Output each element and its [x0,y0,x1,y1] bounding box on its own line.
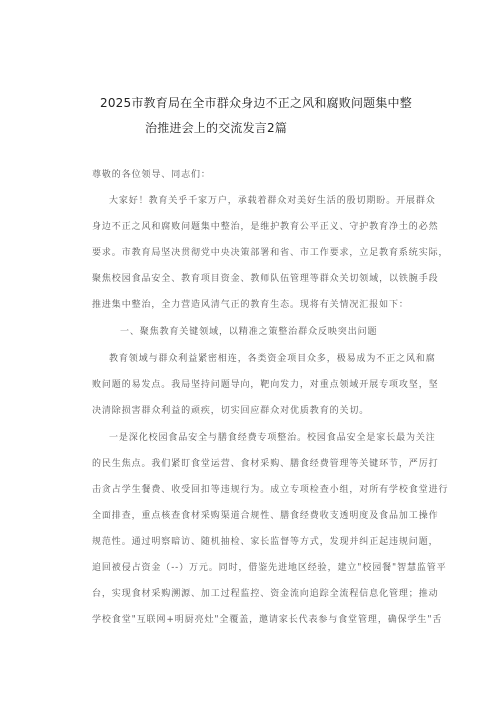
paragraph-line: 身边不正之风和腐败问题集中整治，是维护教育公平正义、守护教育净土的必然 [92,222,439,232]
paragraph-line: 大家好！教育关乎千家万户，承载着群众对美好生活的殷切期盼。开展群众 [109,196,436,206]
paragraph-line: 全面排查，重点核查食材采购渠道合规性、膳食经费收支透明度及食品加工操作 [92,511,439,521]
paragraph-line: 败问题的易发点。我局坚持问题导向，靶向发力，对重点领域开展专项攻坚，坚 [92,380,439,390]
section-heading: 一、聚焦教育关键领域，以精准之策整治群众反映突出问题 [120,327,378,337]
paragraph-line: 台，实现食材采购溯源、加工过程监控、资金流向追踪全流程信息化管理；推动 [92,589,439,599]
document-title-line2: 治推进会上的交流发言2篇 [145,121,288,135]
paragraph-line: 推进集中整治，全力营造风清气正的教育生态。现将有关情况汇报如下： [92,300,409,310]
paragraph-line: 聚焦校园食品安全、教育项目资金、教师队伍管理等群众关切领域，以铁腕手段 [92,274,439,284]
paragraph-line: 的民生焦点。我们紧盯食堂运营、食材采购、膳食经费管理等关键环节，严厉打 [92,459,439,469]
document-title-line1: 2025市教育局在全市群众身边不正之风和腐败问题集中整 [100,96,412,110]
paragraph-line: 决清除损害群众利益的顽疾，切实回应群众对优质教育的关切。 [92,406,370,416]
salutation: 尊敬的各位领导、同志们： [92,170,211,180]
paragraph-line: 教育领域与群众利益紧密相连，各类资金项目众多，极易成为不正之风和腐 [109,354,436,364]
paragraph-line: 规范性。通过明察暗访、随机抽检、家长监督等方式，发现并纠正起违规问题， [92,537,439,547]
paragraph-line: 追回被侵占资金（--）万元。同时，借鉴先进地区经验，建立"校园餐"智慧监管平 [92,563,447,573]
paragraph-line: 击贪占学生餐费、收受回扣等违规行为。成立专项检查小组，对所有学校食堂进行 [92,485,449,495]
paragraph-line: 要求。市教育局坚决贯彻党中央决策部署和省、市工作要求，立足教育系统实际， [92,248,449,258]
paragraph-line: 学校食堂"互联网+明厨亮灶"全覆盖，邀请家长代表参与食堂管理，确保学生"舌 [92,615,443,625]
paragraph-line: 一是深化校园食品安全与膳食经费专项整治。校园食品安全是家长最为关注 [109,433,436,443]
